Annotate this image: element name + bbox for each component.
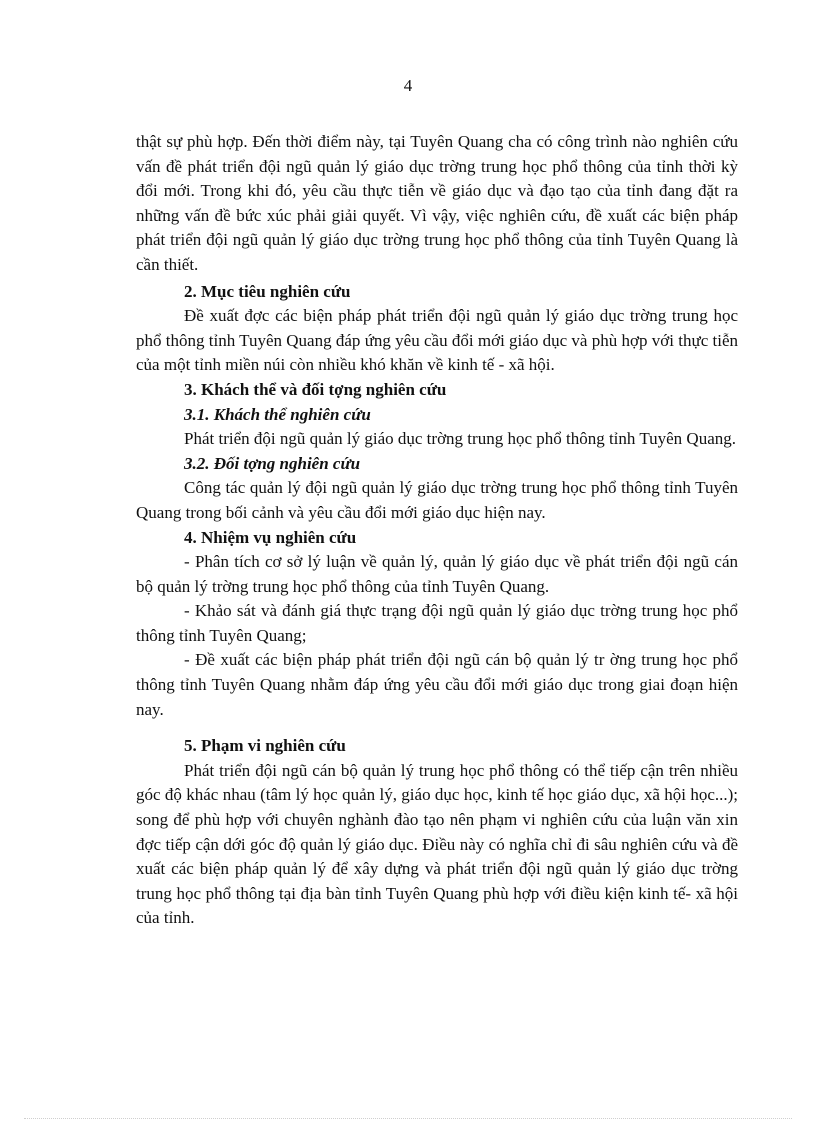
section-4-heading: 4. Nhiệm vụ nghiên cứu <box>184 527 357 547</box>
section-3-1-heading: 3.1. Khách thể nghiên cứu <box>184 404 371 424</box>
section-5-heading: 5. Phạm vi nghiên cứu <box>184 736 346 756</box>
section-4-item-3: - Đề xuất các biện pháp phát triển đội ngũ cán bộ quản lý tr ờng trung học phổ thông tỉnh Tuyên Quang nhằm đáp ứng yêu cầu đổi mới giáo dục trong giai đoạn hiện nay. <box>136 650 738 719</box>
section-2-heading: 2. Mục tiêu nghiên cứu <box>184 281 351 301</box>
section-4-item-1: - Phân tích cơ sở lý luận về quản lý, quản lý giáo dục về phát triển đội ngũ cán bộ quản lý trờng trung học phổ thông của tỉnh Tuyên Quang. <box>136 552 738 596</box>
section-3-heading: 3. Khách thể và đối tợng nghiên cứu <box>184 379 447 399</box>
section-2-paragraph: Đề xuất đợc các biện pháp phát triển đội ngũ quản lý giáo dục trờng trung học phổ thông tỉnh Tuyên Quang đáp ứng yêu cầu đổi mới giáo dục và phù hợp với thực tiễn của một tỉnh miền núi còn nhiều khó khăn về kinh tế - xã hội. <box>136 306 738 375</box>
page-bottom-rule <box>24 1118 792 1119</box>
intro-paragraph: thật sự phù hợp. Đến thời điểm này, tại Tuyên Quang cha có công trình nào nghiên cứu vấn đề phát triển đội ngũ quản lý giáo dục trờng trung học phổ thông của tỉnh thời kỳ đổi mới. Trong khi đó, yêu cầu thực tiễn về giáo dục và đạo tạo của tỉnh đang đặt ra những vấn đề bức xúc phải giải quyết. Vì vậy, việc nghiên cứu, đề xuất các biện pháp phát triển đội ngũ quản lý giáo dục trờng trung học phổ thông của tỉnh Tuyên Quang là cần thiết. <box>136 132 738 274</box>
page-number: 4 <box>403 76 413 95</box>
section-4-item-2: - Khảo sát và đánh giá thực trạng đội ngũ quản lý giáo dục trờng trung học phổ thông tỉnh Tuyên Quang; <box>136 601 738 645</box>
section-3-2-heading: 3.2. Đối tợng nghiên cứu <box>184 453 361 473</box>
section-5-paragraph: Phát triển đội ngũ cán bộ quản lý trung học phổ thông có thể tiếp cận trên nhiều góc độ khác nhau (tâm lý học quản lý, giáo dục học, kinh tế học giáo dục, xã hội học...); song để phù hợp với chuyên nghành đào tạo nên phạm vi nghiên cứu của luận văn xin đợc tiếp cận dới góc độ quản lý giáo dục. Điều này có nghĩa chỉ đi sâu nghiên cứu và đề xuất các biện pháp quản lý để xây dựng và phát triển đội ngũ quản lý giáo dục trờng trung học phổ thông tại địa bàn tỉnh Tuyên Quang phù hợp với điều kiện kinh tế- xã hội của tỉnh. <box>136 760 738 928</box>
document-body <box>136 130 738 931</box>
section-3-2-paragraph: Công tác quản lý đội ngũ quản lý giáo dục trờng trung học phổ thông tỉnh Tuyên Quang trong bối cảnh và yêu cầu đổi mới giáo dục hiện nay. <box>136 478 738 522</box>
section-3-1-paragraph: Phát triển đội ngũ quản lý giáo dục trờng trung học phổ thông tỉnh Tuyên Quang. <box>184 429 737 449</box>
